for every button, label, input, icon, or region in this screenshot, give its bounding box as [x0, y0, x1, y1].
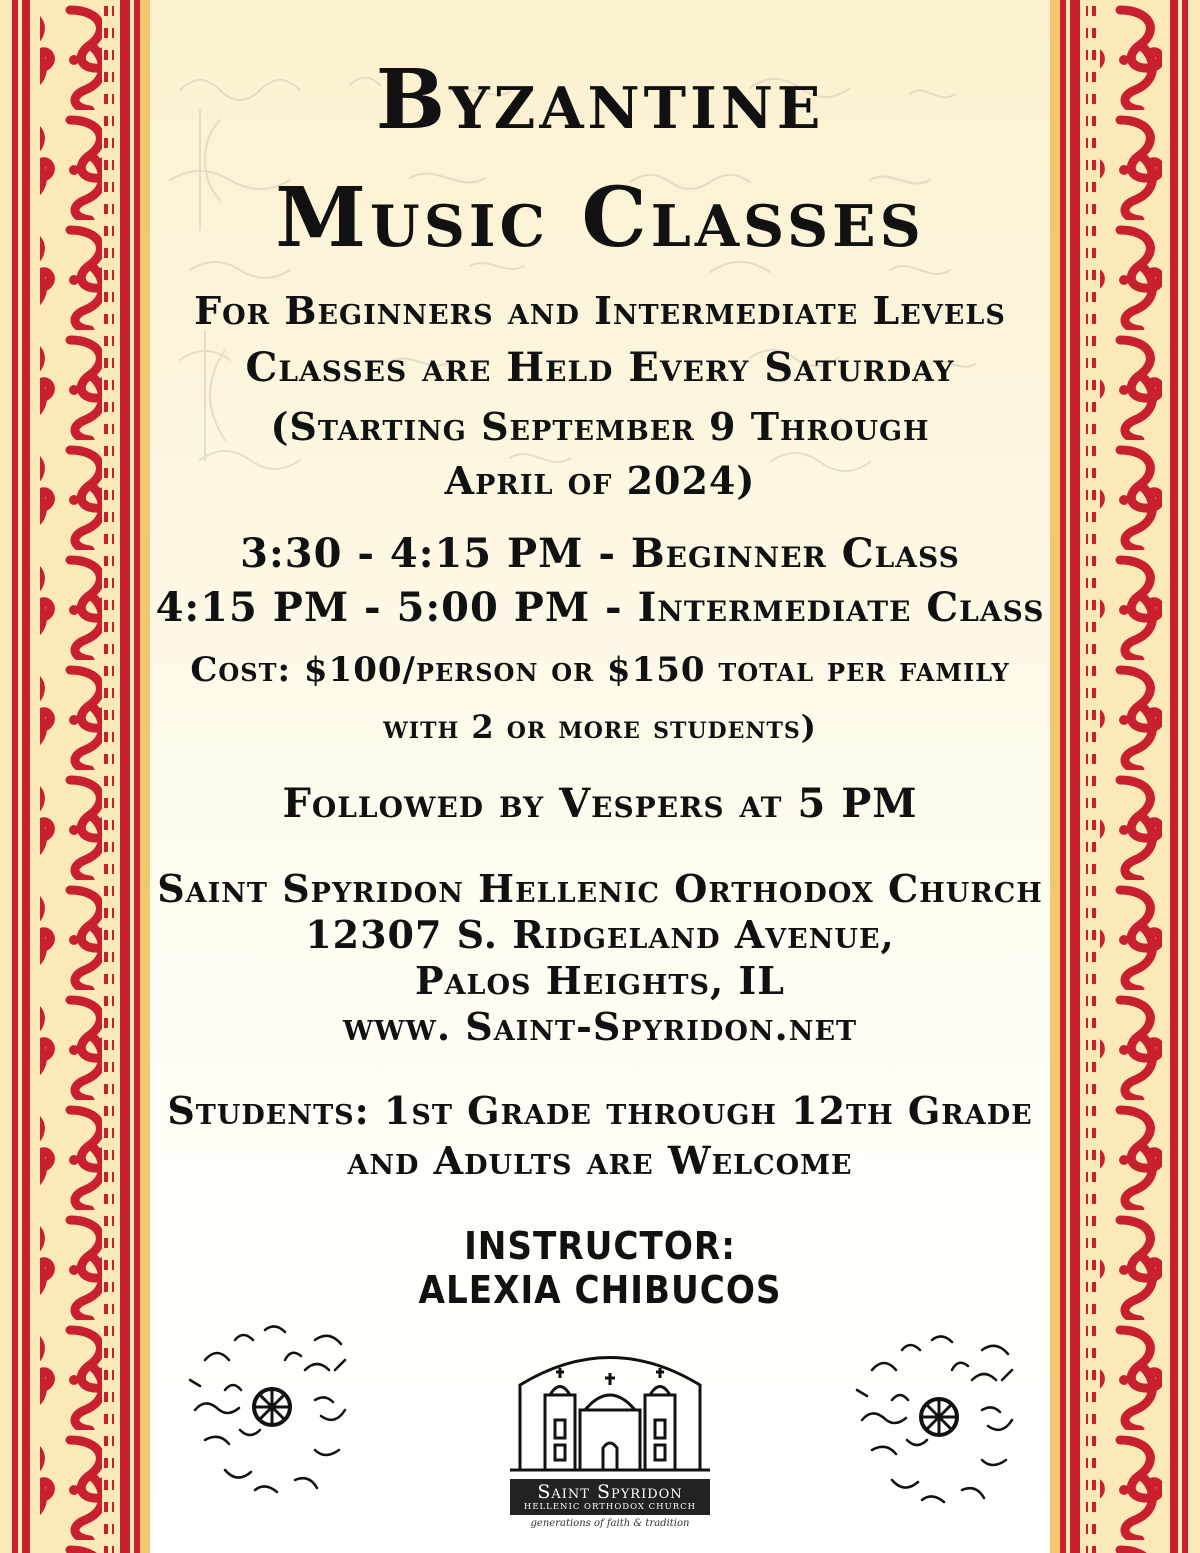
byzantine-neume-wheel-left-icon: [165, 1300, 380, 1515]
church-logo: [505, 1340, 715, 1540]
right-ornamental-border: [1050, 0, 1200, 1553]
church-logo-tagline: generations of faith & tradition: [530, 1518, 690, 1529]
church-city: Palos Heights, IL: [415, 958, 785, 1003]
intermediate-class-time: 4:15 PM - 5:00 PM - Intermediate Class: [155, 584, 1045, 631]
students-line-2: and Adults are Welcome: [347, 1138, 853, 1183]
byzantine-neume-wheel-right-icon: [832, 1310, 1047, 1525]
church-website[interactable]: www. Saint-Spyridon.net: [342, 1004, 858, 1049]
dates-line-1: (Starting September 9 Through: [270, 404, 930, 449]
instructor-label: INSTRUCTOR:: [464, 1224, 736, 1268]
dates-line-2: April of 2024): [444, 458, 756, 503]
church-street: 12307 S. Ridgeland Avenue,: [305, 912, 895, 957]
cost-line-1: Cost: $100/person or $150 total per family: [190, 650, 1010, 690]
left-ornamental-border: [0, 0, 150, 1553]
students-line-1: Students: 1st Grade through 12th Grade: [167, 1088, 1033, 1133]
title-line-1: Byzantine: [375, 52, 825, 148]
church-name: Saint Spyridon Hellenic Orthodox Church: [157, 866, 1043, 911]
schedule-text: Classes are Held Every Saturday: [245, 344, 955, 391]
vespers-text: Followed by Vespers at 5 PM: [282, 780, 918, 827]
instructor-name: ALEXIA CHIBUCOS: [418, 1268, 782, 1312]
title-line-2: Music Classes: [275, 170, 925, 266]
church-logo-subtitle: HELLENIC ORTHODOX CHURCH: [523, 1502, 697, 1512]
cost-line-2: with 2 or more students): [383, 708, 817, 746]
levels-text: For Beginners and Intermediate Levels: [194, 288, 1006, 333]
beginner-class-time: 3:30 - 4:15 PM - Beginner Class: [240, 530, 960, 577]
church-building-icon: [505, 1340, 715, 1475]
church-logo-name: Saint Spyridon: [537, 1481, 683, 1503]
